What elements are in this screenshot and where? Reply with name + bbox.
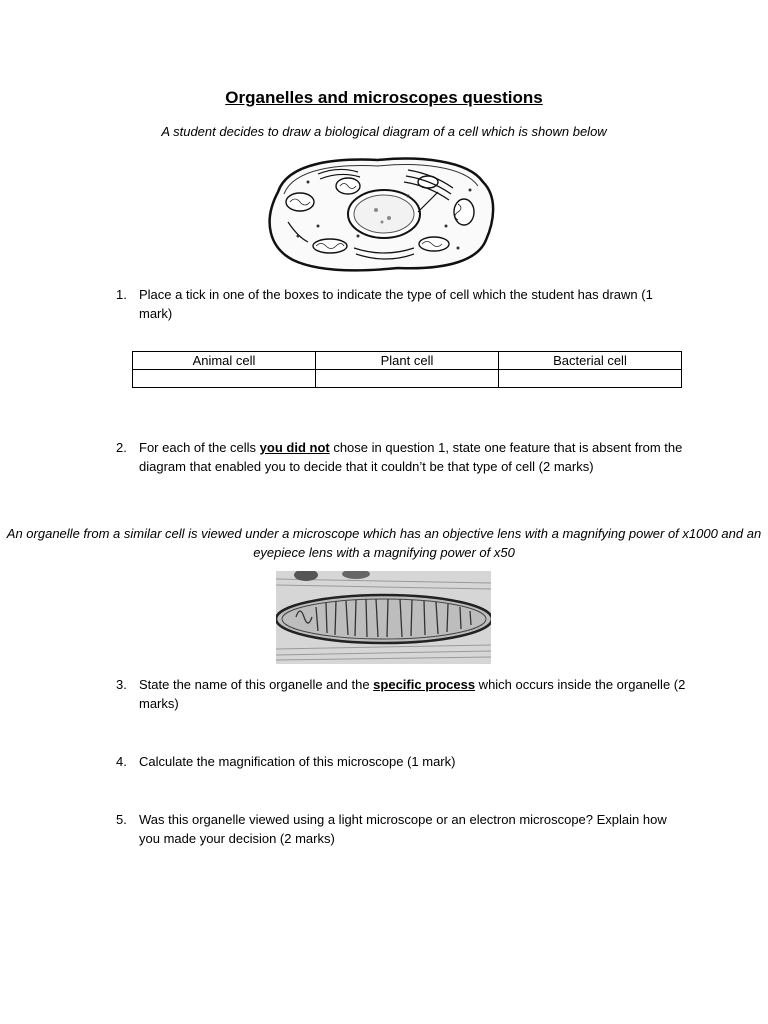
question-number: 3. <box>116 677 127 692</box>
cell-diagram-image <box>258 152 508 276</box>
header-animal-cell: Animal cell <box>133 352 316 370</box>
page-title: Organelles and microscopes questions <box>225 88 543 107</box>
tick-box-plant[interactable] <box>316 370 499 388</box>
question-text <box>139 675 686 713</box>
question-text-part: State the name of this organelle and the <box>139 677 374 692</box>
intro-text: A student decides to draw a biological diagram of a cell which is shown below <box>161 124 607 139</box>
tick-box-bacterial[interactable] <box>499 370 682 388</box>
tick-box-animal[interactable] <box>133 370 316 388</box>
question-1 <box>116 285 686 323</box>
question-text-part: chose in question 1, state one feature that is absent from the diagram that enabled you to decide that it couldn’t be that type of cell (2 marks) <box>139 440 683 474</box>
header-plant-cell: Plant cell <box>316 352 499 370</box>
question-4 <box>116 752 686 771</box>
question-number: 1. <box>116 287 127 302</box>
question-5 <box>116 810 686 848</box>
question-3 <box>116 675 686 713</box>
question-text-part: which occurs inside the organelle (2 marks) <box>139 677 686 711</box>
header-bacterial-cell: Bacterial cell <box>499 352 682 370</box>
organelle-context-text: An organelle from a similar cell is viewed under a microscope which has an objective lens with a magnifying power of x1000 and an eyepiece lens with a magnifying power of x50 <box>6 526 762 560</box>
question-text-part: For each of the cells <box>139 440 260 455</box>
question-number: 4. <box>116 754 127 769</box>
question-2 <box>116 438 686 476</box>
emphasis-text: you did not <box>259 440 330 455</box>
cell-type-table <box>132 351 682 388</box>
question-text: Was this organelle viewed using a light microscope or an electron microscope? Explain how you made your decision (2 marks) <box>139 812 667 846</box>
question-number: 2. <box>116 440 127 455</box>
emphasis-text: specific process <box>373 677 476 692</box>
question-number: 5. <box>116 812 127 827</box>
table-header-row <box>133 352 682 370</box>
question-text: Calculate the magnification of this microscope (1 mark) <box>139 754 456 769</box>
mitochondrion-micrograph-image <box>276 571 491 664</box>
table-answer-row <box>133 370 682 388</box>
question-text <box>139 438 686 476</box>
question-text: Place a tick in one of the boxes to indicate the type of cell which the student has drawn (1 mark) <box>139 287 653 321</box>
